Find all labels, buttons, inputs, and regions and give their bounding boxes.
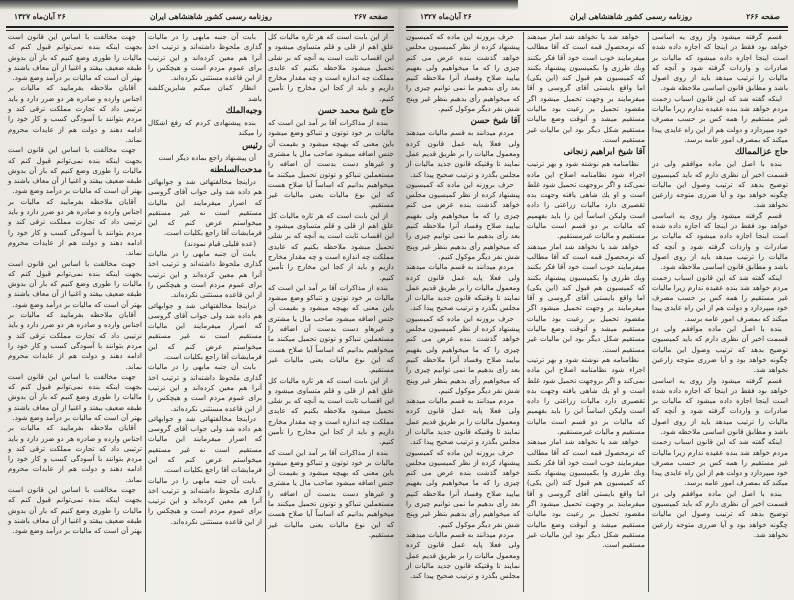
article-paragraph: نظامنامه هم نوشته شود و بهر ترتیب اجراء شود نظامنامه اصلاح این ماده نمی‌کند و اگر بروجهت تحمیل شود غلط است و او یك شاهی یافته وجهت بده تقصیری دارد مالیات زراعتی را داده است ولیکن اساساً این را باید بفهمیم که مالیات بر دو قسم است مالیات مستقیم و مالیات غیرمستقیم.: [527, 354, 645, 436]
article-paragraph: از این بابت است که هر ثاره مالیات کل علق اهم از قلی و قلم متساوی میشود و این اقساب ثابت است یه آنچه که بر شلی تحمیل میشود ملاحظه بکنیم که عایدی مملکت چه اندازه است و چه مقدار مخارج داریم و باید از کجا این مخارج را تأمین کنیم.: [268, 375, 394, 447]
article-paragraph: آقایان ملاحظه بفرمایید که مالیات بر اجناس وارده و صادره هر دو ضرر دارد و باید ترتیبی داد که تجارت مملکت ترقی کند و مردم بتوانند با آسودگی کسب و کار خود را ادامه دهند و دولت هم از عایدات محروم نماند.: [8, 423, 142, 484]
header-rule: [406, 26, 788, 31]
article-paragraph: بنده از مذاکرات آقا بر آمد این است که مالیات بر خود توتون و تنباکو وضع میشود باین معنی که بهیچه میشود و بقیمت آن جنس اضافه میشود صاحب مال یا مشتری و غیرهاو دست بدست آن اضافه را مستعملین تنباکو و توتون تحمیل میکنند ما میخواهیم بدانیم که اساساً آیا صلاح هست که این نوع مالیات یعنی مالیات غیر مستقیم.: [268, 447, 394, 539]
page-header: [398, 12, 794, 26]
article-paragraph: حرف بروزنه این ماده که کمیسیون پیشنهاد کرده از نظر کمیسیون مجلس خواهد گذشت بنده عرض می کنم چیزی را که ما میخواهیم ولی بفهیم بیایید صلاح وفساد آنرا ملاحظه کنیم بعد رأی بدهیم ما نمی توانیم چیزی را که میخواهیم رأی بدهیم بنظر غیر وپنج شش نفر دیگر موکول کنیم.: [406, 179, 520, 261]
article-paragraph: بنده با اصل این ماده موافقم ولی در قسمت اخیر آن نظری دارم که باید کمیسیون توضیح بدهد که ترتیب وصول این مالیات چگونه خواهد بود و آیا ضرری متوجه زارعین نخواهد شد.: [652, 159, 788, 210]
speaker-heading: آقا شیخ حسن: [470, 116, 520, 127]
column-divider: [145, 32, 146, 592]
article-paragraph: آقایان ملاحظه بفرمایید که مالیات بر اجناس وارده و صادره هر دو ضرر دارد و باید ترتیبی داد که تجارت مملکت ترقی کند و مردم بتوانند با آسودگی کسب و کار خود را ادامه دهند و دولت هم از عایدات محروم نماند.: [8, 196, 142, 258]
article-paragraph: دراینجا مخالفتهائی شد و جوابهائی هم داده شد ولی جواب آقای گروسی که اصرار میفرمایند این مالیات مستقیم است نه غیر مستقیم میخواستم عرض کنم که این فرمایشات آقا راجع بکلیات است.: [148, 300, 262, 362]
article-paragraph: بابت آن جنبه مابهی را در مالیات گذاری ملحوظ داشته‌اند و ترتیب اخذ آنرا هم معین کرده‌اند و این ترتیب برای عموم مردم است و هیچکس را از این قاعده مستثنی نکرده‌اند.: [148, 362, 262, 413]
column-3: [8, 32, 142, 537]
page-header: [0, 12, 398, 26]
column-2: [148, 32, 262, 527]
article-paragraph: بنده از مذاکرات آقا بر آمد این است که مالیات بر خود توتون و تنباکو وضع میشود باین معنی که بهیچه میشود و بقیمت آن جنس اضافه میشود صاحب مال یا مشتری و غیرهاو دست بدست آن اضافه را مستعملین تنباکو و توتون تحمیل میکنند ما میخواهیم بدانیم که اساساً آیا صلاح هست که این نوع مالیات یعنی مالیات غیر مستقیم.: [268, 282, 394, 375]
article-paragraph: (عده قلیلی قیام نمودند): [184, 238, 256, 248]
column-3: [406, 32, 520, 581]
article-paragraph: آن پیشنهاد راجع بماده دیگر است: [158, 152, 256, 162]
speaker-heading: آقا شیخ ابراهیم زنجانی: [563, 147, 645, 158]
article-paragraph: مردم میدانند به قسم مالیات میدهند ولی فعلا پایه عمل قانون کرده ومعمول مالیات را بر طریق قدیم عمل نمایند تا وقتیکه قانون جدید مالیات از مجلس بگذرد و ترتیب صحیح پیدا کند.: [406, 262, 520, 313]
article-paragraph: بابت آن جنبه مابهی را در مالیات گذاری ملحوظ داشته‌اند و ترتیب اخذ آنرا هم معین کرده‌اند و این ترتیب برای عموم مردم است و هیچکس را از این قاعده مستثنی نکرده‌اند.: [148, 249, 262, 300]
article-paragraph: جهت مخالفت با اساس این قانون است بجهت اینکه بنده نمی‌توانم قبول کنم که مالیات را طوری وضع کنیم که بار آن بدوش طبقه ضعیف بیفتد و اغنیا از آن معاف باشند و بهتر آن است که مالیات بر درآمد وضع شود.: [8, 32, 142, 83]
article-paragraph: نظامنامه هم نوشته شود و بهر ترتیب اجراء شود نظامنامه اصلاح این ماده نمی‌کند و اگر بروجهت تحمیل شود غلط است و او یك شاهی یافته وجهت بده تقصیری دارد مالیات زراعتی را داده است ولیکن اساساً این را باید بفهمیم که مالیات بر دو قسم است مالیات مستقیم و مالیات غیرمستقیم.: [527, 159, 645, 241]
article-paragraph: از این بابت است که هر ثاره مالیات کل علق اهم از قلی و قلم متساوی میشود و این اقساب ثابت است یه آنچه که بر شلی تحمیل میشود ملاحظه بکنیم که عایدی مملکت چه اندازه است و چه مقدار مخارج داریم و باید از کجا این مخارج را تأمین کنیم.: [268, 32, 394, 103]
speaker-heading: حاج عزالممالك: [734, 147, 788, 158]
article-paragraph: قسم گرفته میشود واز روی یه اساسی خواهد بود فقط در اینجا که اجازه داده شده است اینجا اجازه داده میشود که مالیات بر صادرات و واردات گرفته شود و آنچه که مالیات را ترتیب میدهد باید از روی اصول باشد و مطابق قانون اساسی ملاحظه شود.: [652, 375, 788, 436]
header-rule: [6, 26, 394, 31]
scan-shadow: [398, 0, 518, 10]
article-paragraph: قسم گرفته میشود واز روی یه اساسی خواهد بود فقط در اینجا که اجازه داده شده است اینجا اجازه داده میشود که مالیات بر صادرات و واردات گرفته شود و آنچه که مالیات را ترتیب میدهد باید از روی اصول باشد و مطابق قانون اساسی ملاحظه شود.: [652, 210, 788, 272]
article-paragraph: بنده با اصل این ماده موافقم ولی در قسمت اخیر آن نظری دارم که باید کمیسیون توضیح بدهد که ترتیب وصول این مالیات چگونه خواهد بود و آیا ضرری متوجه زارعین نخواهد شد.: [652, 324, 788, 375]
article-paragraph: بنده از مذاکرات آقا بر آمد این است که مالیات بر خود توتون و تنباکو وضع میشود باین معنی که بهیچه میشود و بقیمت آن جنس اضافه میشود صاحب مال یا مشتری و غیرهاو دست بدست آن اضافه را مستعملین تنباکو و توتون تحمیل میکنند ما میخواهیم بدانیم که اساساً آیا صلاح هست که این نوع مالیات یعنی مالیات غیر مستقیم.: [268, 118, 394, 210]
masthead-title: روزنامه رسمی کشور شاهنشاهی ایران: [150, 12, 272, 21]
article-paragraph: آقایان ملاحظه بفرمایید که مالیات بر اجناس وارده و صادره هر دو ضرر دارد و باید ترتیبی داد که تجارت مملکت ترقی کند و مردم بتوانند با آسودگی کسب و کار خود را ادامه دهند و دولت هم از عایدات محروم نماند.: [8, 310, 142, 371]
article-paragraph: حرف بروزنه این ماده که کمیسیون پیشنهاد کرده از نظر کمیسیون مجلس خواهد گذشت بنده عرض می کنم چیزی را که ما میخواهیم ولی بفهیم بیایید صلاح وفساد آنرا ملاحظه کنیم بعد رأی بدهیم ما نمی توانیم چیزی را که میخواهیم رأی بدهیم بنظر غیر وپنج شش نفر دیگر موکول کنیم.: [406, 313, 520, 395]
article-paragraph: جهت مخالفت با اساس این قانون است بجهت اینکه بنده نمی‌توانم قبول کنم که مالیات را طوری وضع کنیم که بار آن بدوش طبقه ضعیف بیفتد و اغنیا از آن معاف باشند و بهتر آن است که مالیات بر درآمد وضع شود.: [8, 145, 142, 196]
page-number: صفحه ۲۶۷: [354, 12, 388, 21]
speaker-heading: وجیه‌الملك: [225, 106, 262, 117]
column-1: [652, 32, 788, 540]
article-paragraph: جهت مخالفت با اساس این قانون است بجهت اینکه بنده نمی‌توانم قبول کنم که مالیات را طوری وضع کنیم که بار آن بدوش طبقه ضعیف بیفتد و اغنیا از آن معاف باشند و بهتر آن است که مالیات بر درآمد وضع شود.: [8, 485, 142, 536]
article-paragraph: حرف بروزنه این ماده که کمیسیون پیشنهاد کرده از نظر کمیسیون مجلس خواهد گذشت بنده عرض می کنم چیزی را که ما میخواهیم ولی بفهیم بیایید صلاح وفساد آنرا ملاحظه کنیم بعد رأی بدهیم ما نمی توانیم چیزی را که میخواهیم رأی بدهیم بنظر غیر وپنج شش نفر دیگر موکول کنیم.: [406, 447, 520, 529]
article-paragraph: انظار کمان میکنم شایزین‌کلشه باشد: [148, 83, 262, 103]
article-paragraph: آقایان ملاحظه بفرمایید که مالیات بر اجناس وارده و صادره هر دو ضرر دارد و باید ترتیبی داد که تجارت مملکت ترقی کند و مردم بتوانند با آسودگی کسب و کار خود را ادامه دهند و دولت هم از عایدات محروم نماند.: [8, 83, 142, 144]
column-2: [527, 32, 645, 551]
article-paragraph: دراینجا مخالفتهائی شد و جوابهائی هم داده شد ولی جواب آقای گروسی که اصرار میفرمایند این مالیات مستقیم است نه غیر مستقیم میخواستم عرض کنم که این فرمایشات آقا راجع بکلیات است.: [148, 413, 262, 475]
article-paragraph: بابت آن جنبه مابهی را در مالیات گذاری ملحوظ داشته‌اند و ترتیب اخذ آنرا هم معین کرده‌اند و این ترتیب برای عموم مردم است و هیچکس را از این قاعده مستثنی نکرده‌اند.: [148, 32, 262, 83]
issue-date: ۲۶ آبان‌ماه ۱۳۲۷: [420, 12, 472, 21]
masthead-title: روزنامه رسمی کشور شاهنشاهی ایران: [570, 12, 692, 21]
speaker-heading: رئیس: [242, 140, 262, 151]
column-divider: [523, 32, 524, 592]
article-paragraph: بنده با اصل این ماده موافقم ولی در قسمت اخیر آن نظری دارم که باید کمیسیون توضیح بدهد که ترتیب وصول این مالیات چگونه خواهد بود و آیا ضرری متوجه زارعین نخواهد شد.: [652, 488, 788, 539]
page-number: صفحه ۲۶۶: [746, 12, 780, 21]
article-paragraph: بابت آن جنبه مابهی را در مالیات گذاری ملحوظ داشته‌اند و ترتیب اخذ آنرا هم معین کرده‌اند و این ترتیب برای عموم مردم است و هیچکس را از این قاعده مستثنی نکرده‌اند.: [148, 475, 262, 526]
issue-date: ۲۶ آبان‌ماه ۱۳۲۷: [14, 12, 66, 21]
article-paragraph: جهت مخالفت با اساس این قانون است بجهت اینکه بنده نمی‌توانم قبول کنم که مالیات را طوری وضع کنیم که بار آن بدوش طبقه ضعیف بیفتد و اغنیا از آن معاف باشند و بهتر آن است که مالیات بر درآمد وضع شود.: [8, 258, 142, 309]
article-paragraph: مردم میدانند به قسم مالیات میدهند ولی فعلا پایه عمل قانون کرده ومعمول مالیات را بر طریق قدیم عمل نمایند تا وقتیکه قانون جدید مالیات از مجلس بگذرد و ترتیب صحیح پیدا کند.: [406, 396, 520, 447]
scan-shadow: [0, 0, 398, 10]
article-paragraph: اینکه گفته شد که این قانون اسباب زحمت مردم خواهد شد بنده عقیده ندارم زیرا مالیات غیر مستقیم را همه کس بر حسب مصرف خود میپردازد و دولت هم از این راه عایدی پیدا میکند که بمصرف امور عامه برسد.: [652, 272, 788, 323]
article-paragraph: مردم میدانند به قسم مالیات میدهند ولی فعلا پایه عمل قانون کرده ومعمول مالیات را بر طریق قدیم عمل نمایند تا وقتیکه قانون جدید مالیات از مجلس بگذرد و ترتیب صحیح پیدا کند.: [406, 128, 520, 179]
column-divider: [265, 32, 266, 592]
column-divider: [648, 32, 649, 592]
article-paragraph: خواهد شد یا نخواهد شد اماز میدهند که نرمحصول قمه است که آقا مطالب میفرمایند خوب است خود آقا فکر بکنند وبك طرزی وا بکمیسیون پیشنهاد بکنند که کمیسیون هم قبول کند (این یکی) اما واقع بایستی آقای گروسی و آقا میفرمایند بر وجهت تحمیل میشود اگر مقصود تحمیل بر رعیت بود مالیات مستقیم میشد و آنوقت وضع مالیات مستقیم شکل دیگر بود این مالیات غیر مستقیم است.: [527, 32, 645, 144]
right-page: [398, 0, 794, 600]
article-paragraph: اینکه گفته شد که این قانون اسباب زحمت مردم خواهد شد بنده عقیده ندارم زیرا مالیات غیر مستقیم را همه کس بر حسب مصرف خود میپردازد و دولت هم از این راه عایدی پیدا میکند که بمصرف امور عامه برسد.: [652, 437, 788, 488]
article-paragraph: اینکه گفته شد که این قانون اسباب زحمت مردم خواهد شد بنده عقیده ندارم زیرا مالیات غیر مستقیم را همه کس بر حسب مصرف خود میپردازد و دولت هم از این راه عایدی پیدا میکند که بمصرف امور عامه برسد.: [652, 93, 788, 144]
article-paragraph: جهت مخالفت با اساس این قانون است بجهت اینکه بنده نمی‌توانم قبول کنم که مالیات را طوری وضع کنیم که بار آن بدوش طبقه ضعیف بیفتد و اغنیا از آن معاف باشند و بهتر آن است که مالیات بر درآمد وضع شود.: [8, 371, 142, 422]
article-paragraph: خواهد شد یا نخواهد شد اماز میدهند که نرمحصول قمه است که آقا مطالب میفرمایند خوب است خود آقا فکر بکنند وبك طرزی وا بکمیسیون پیشنهاد بکنند که کمیسیون هم قبول کند (این یکی) اما واقع بایستی آقای گروسی و آقا میفرمایند بر وجهت تحمیل میشود اگر مقصود تحمیل بر رعیت بود مالیات مستقیم میشد و آنوقت وضع مالیات مستقیم شکل دیگر بود این مالیات غیر مستقیم است.: [527, 437, 645, 550]
article-paragraph: حرف بروزنه این ماده که کمیسیون پیشنهاد کرده از نظر کمیسیون مجلس خواهد گذشت بنده عرض می کنم چیزی را که ما میخواهیم ولی بفهیم بیایید صلاح وفساد آنرا ملاحظه کنیم بعد رأی بدهیم ما نمی توانیم چیزی را که میخواهیم رأی بدهیم بنظر غیر وپنج شش نفر دیگر موکول کنیم.: [406, 32, 520, 114]
column-1: [268, 32, 394, 540]
speaker-heading: حاج شیخ محمد حسن: [317, 106, 394, 117]
speaker-heading: مدحت‌السلطنه: [209, 164, 262, 175]
article-paragraph: بنده پیشنهادی کردم که رفع اشکال را میکند: [148, 118, 262, 138]
article-paragraph: دراینجا مخالفتهائی شد و جوابهائی هم داده شد ولی جواب آقای گروسی که اصرار میفرمایند این مالیات مستقیم است نه غیر مستقیم میخواستم عرض کنم که این فرمایشات آقا راجع بکلیات است.: [148, 176, 262, 238]
article-paragraph: خواهد شد یا نخواهد شد اماز میدهند که نرمحصول قمه است که آقا مطالب میفرمایند خوب است خود آقا فکر بکنند وبك طرزی وا بکمیسیون پیشنهاد بکنند که کمیسیون هم قبول کند (این یکی) اما واقع بایستی آقای گروسی و آقا میفرمایند بر وجهت تحمیل میشود اگر مقصود تحمیل بر رعیت بود مالیات مستقیم میشد و آنوقت وضع مالیات مستقیم شکل دیگر بود این مالیات غیر مستقیم است.: [527, 241, 645, 354]
article-paragraph: قسم گرفته میشود واز روی یه اساسی خواهد بود فقط در اینجا که اجازه داده شده است اینجا اجازه داده میشود که مالیات بر صادرات و واردات گرفته شود و آنچه که مالیات را ترتیب میدهد باید از روی اصول باشد و مطابق قانون اساسی ملاحظه شود.: [652, 32, 788, 93]
article-paragraph: مردم میدانند به قسم مالیات میدهند ولی فعلا پایه عمل قانون کرده ومعمول مالیات را بر طریق قدیم عمل نمایند تا وقتیکه قانون جدید مالیات از مجلس بگذرد و ترتیب صحیح پیدا کند.: [406, 529, 520, 581]
article-paragraph: از این بابت است که هر ثاره مالیات کل علق اهم از قلی و قلم متساوی میشود و این اقساب ثابت است یه آنچه که بر شلی تحمیل میشود ملاحظه بکنیم که عایدی مملکت چه اندازه است و چه مقدار مخارج داریم و باید از کجا این مخارج را تأمین کنیم.: [268, 210, 394, 282]
